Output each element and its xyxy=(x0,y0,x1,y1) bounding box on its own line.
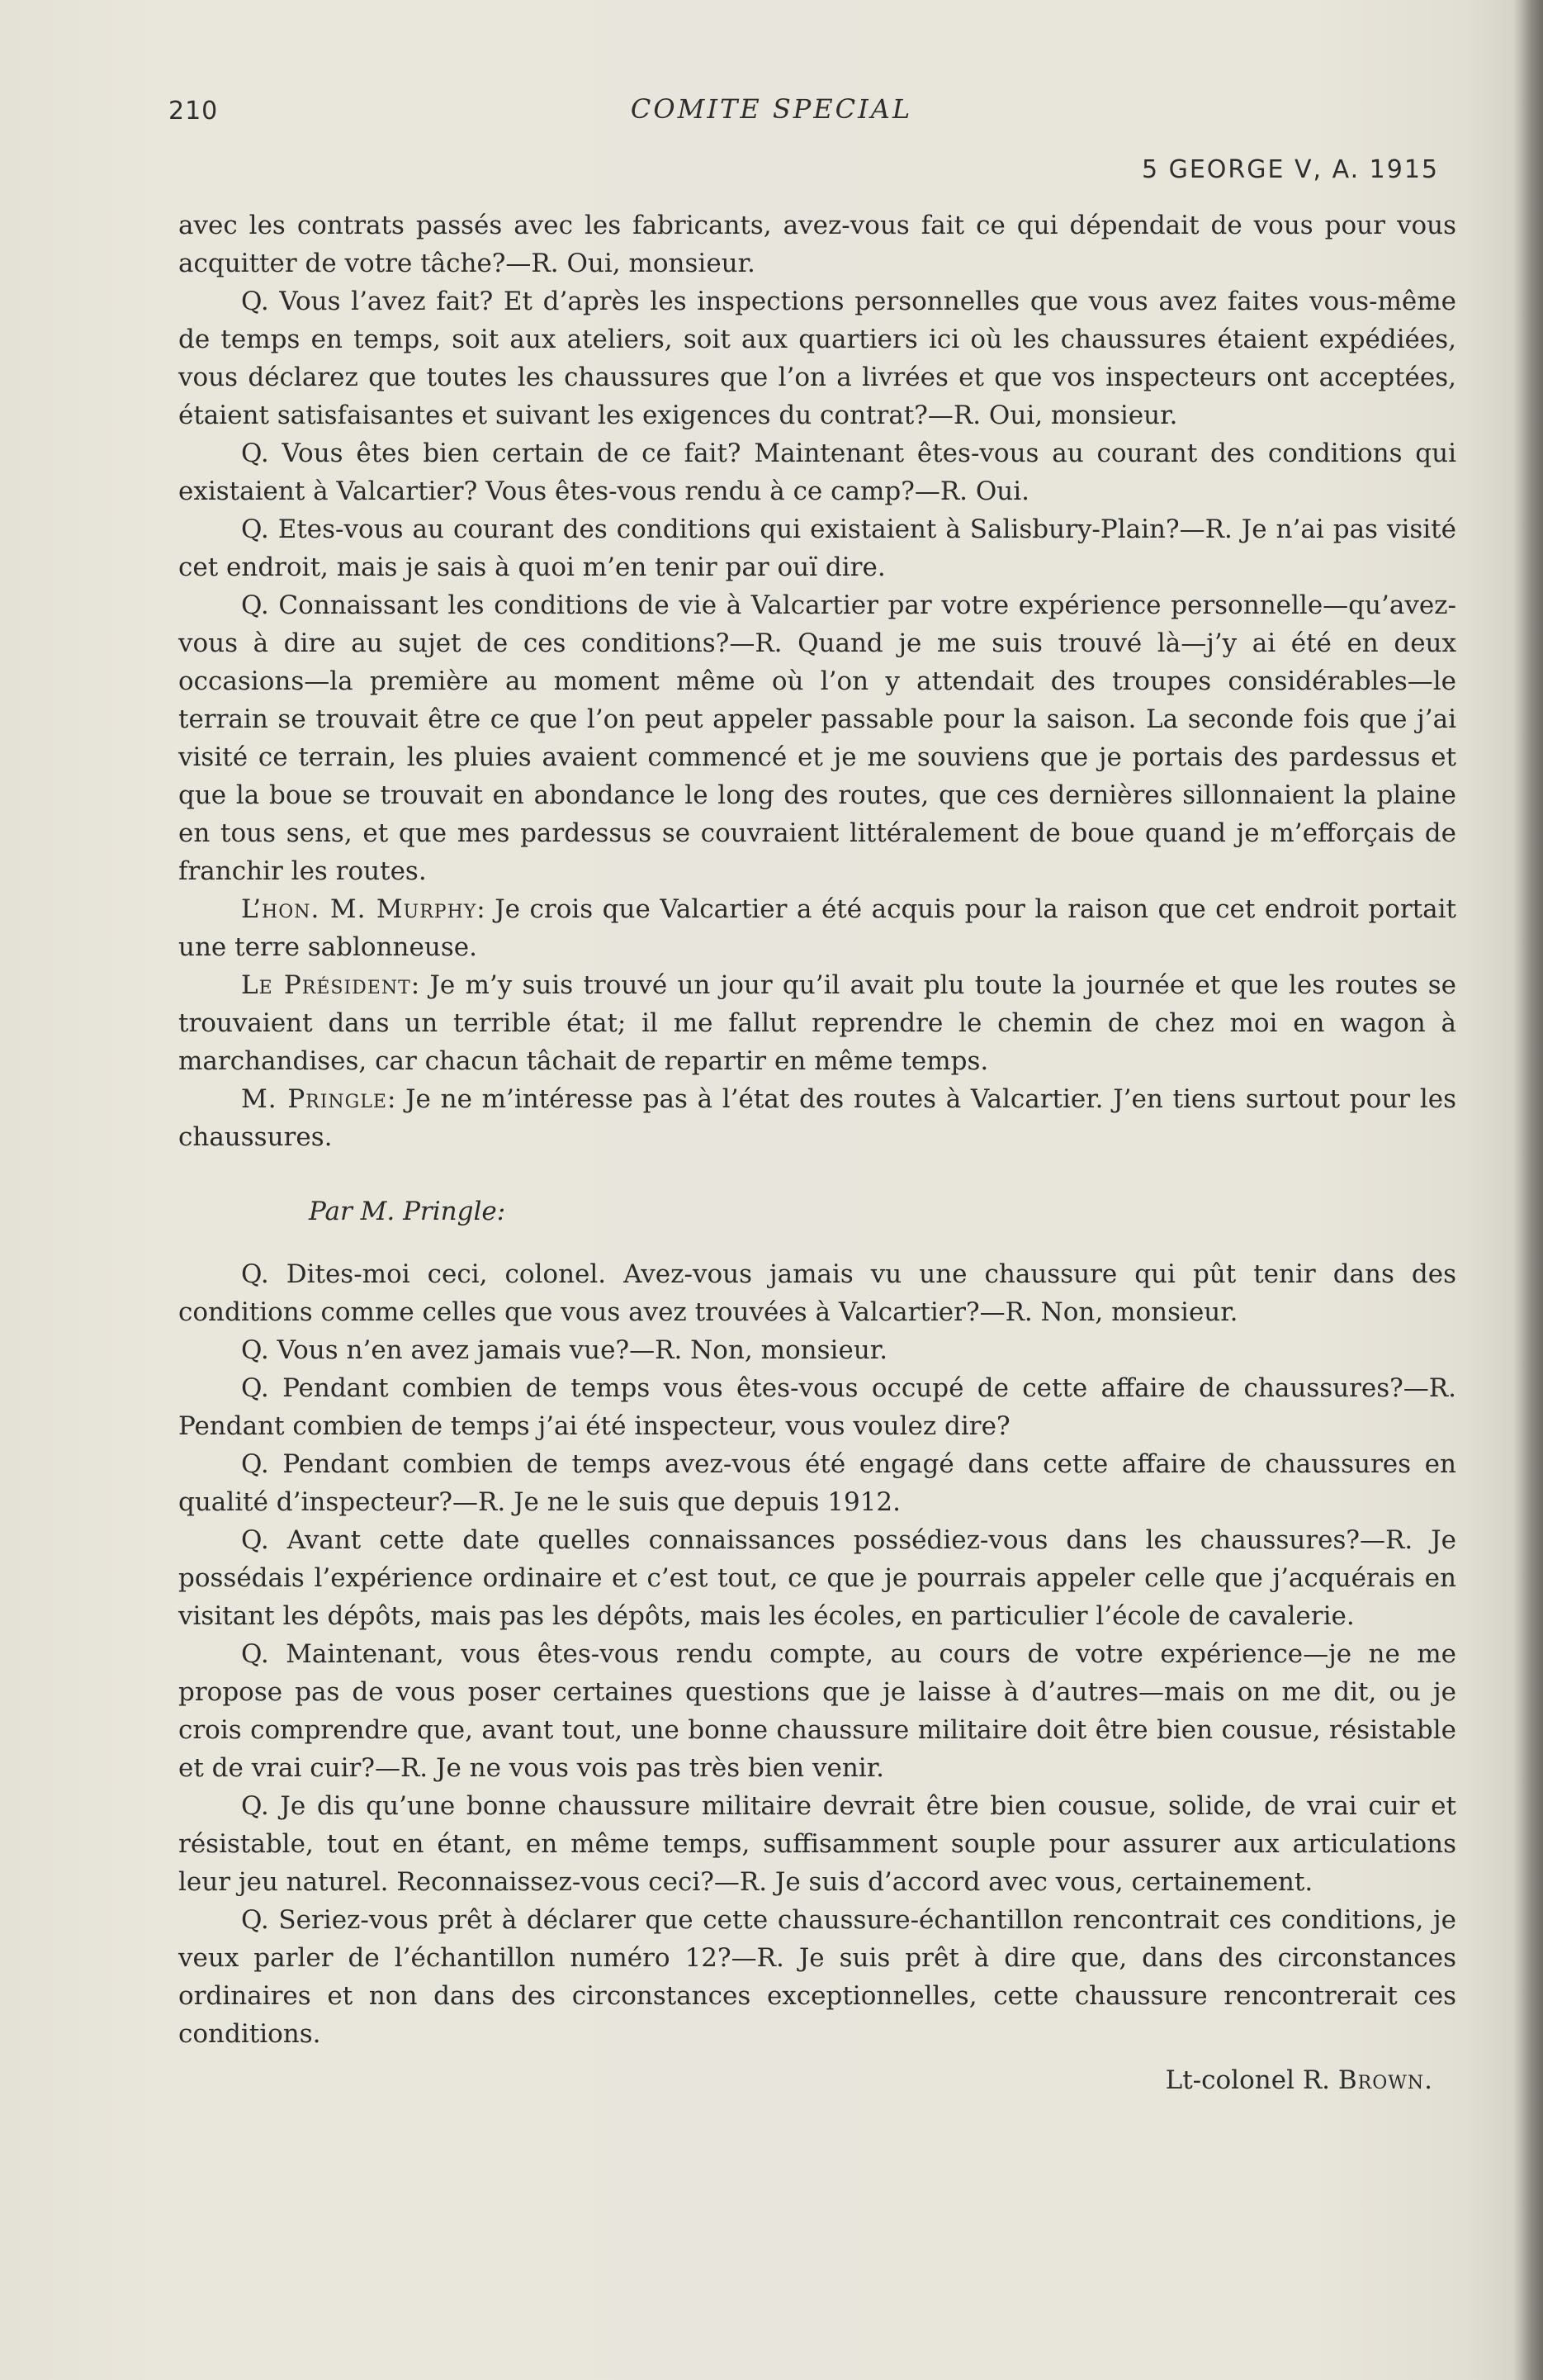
signature-prefix: Lt-colonel R. xyxy=(1165,2065,1338,2095)
binding-shadow xyxy=(1513,0,1522,2380)
paragraph: Q. Vous êtes bien certain de ce fait? Maintenant êtes-vous au courant des conditions qui existaient à Valcartier? Vous êtes-vous rendu à ce camp?—R. Oui. xyxy=(178,439,1456,506)
witness-signature xyxy=(178,2061,1456,2099)
speaker-paragraph xyxy=(178,1080,1456,1156)
paragraph: Q. Connaissant les conditions de vie à Valcartier par votre expérience personnelle—qu’avez-vous à dire au sujet de ces conditions?—R. Quand je me suis trouvé là—j’y ai été en deux occasions—la première au moment même où l’on y attendait des troupes considérables—le terrain se trouvait être ce que l’on peut appeler passable pour la saison. La seconde fois que j’ai visité ce terrain, les pluies avaient commencé et je me souviens que je portais des pardessus et que la boue se trouvait en abondance le long des routes, que ces dernières sillonnaient la plaine en tous sens, et que mes pardessus se couvraient littéralement de boue quand je m’efforçais de franchir les routes. xyxy=(178,590,1456,886)
examiner-subheading: Par M. Pringle: xyxy=(309,1197,506,1226)
paragraph: Q. Vous l’avez fait? Et d’après les inspections personnelles que vous avez faites vous-même de temps en temps, soit aux ateliers, soit aux quartiers ici où les chaussures étaient expédiées, vous déclarez que toutes les chaussures que l’on a livrées et que vos inspecteurs ont acceptées, étaient satisfaisantes et suivant les exigences du contrat?—R. Oui, monsieur. xyxy=(178,287,1456,430)
paragraph: Q. Pendant combien de temps vous êtes-vous occupé de cette affaire de chaussures?—R. Pendant combien de temps j’ai été inspecteur, vous voulez dire? xyxy=(178,1373,1456,1441)
speaker-text: : Je ne m’intéresse pas à l’état des routes à Valcartier. J’en tiens surtout pour les chaussures. xyxy=(178,1084,1456,1152)
speaker-name: Le Président xyxy=(241,970,411,1000)
speaker-paragraph xyxy=(178,966,1456,1080)
paragraph: Q. Etes-vous au courant des conditions qui existaient à Salisbury-Plain?—R. Je n’ai pas visité cet endroit, mais je sais à quoi m’en tenir par ouï dire. xyxy=(178,514,1456,582)
paragraph: Q. Vous n’en avez jamais vue?—R. Non, monsieur. xyxy=(241,1335,888,1365)
speaker-paragraph xyxy=(178,890,1456,966)
session-label: 5 GEORGE V, A. 1915 xyxy=(1141,155,1439,184)
transcript-body xyxy=(178,206,1456,2099)
page-number: 210 xyxy=(168,97,219,126)
paragraph: Q. Je dis qu’une bonne chaussure militaire devrait être bien cousue, solide, de vrai cuir et résistable, tout en étant, en même temps, suffisamment souple pour assurer aux articulations leur jeu naturel. Reconnaissez-vous ceci?—R. Je suis d’accord avec vous, certainement. xyxy=(178,1791,1456,1897)
paragraph: Q. Avant cette date quelles connaissances possédiez-vous dans les chaussures?—R. Je possédais l’expérience ordinaire et c’est tout, ce que je pourrais appeler celle que j’acquérais en visitant les dépôts, mais pas les dépôts, mais les écoles, en particulier l’école de cavalerie. xyxy=(178,1525,1456,1631)
paragraph: Q. Dites-moi ceci, colonel. Avez-vous jamais vu une chaussure qui pût tenir dans des conditions comme celles que vous avez trouvées à Valcartier?—R. Non, monsieur. xyxy=(178,1259,1456,1327)
speaker-name: M. Pringle xyxy=(241,1084,387,1114)
book-binding-edge xyxy=(1522,0,1543,2380)
speaker-name: L’hon. M. Murphy xyxy=(241,894,477,924)
paragraph: avec les contrats passés avec les fabricants, avez-vous fait ce qui dépendait de vous pour vous acquitter de votre tâche?—R. Oui, monsieur. xyxy=(178,211,1456,278)
paragraph: Q. Seriez-vous prêt à déclarer que cette chaussure-échantillon rencontrait ces conditions, je veux parler de l’échantillon numéro 12?—R. Je suis prêt à dire que, dans des circonstances ordinaires et non dans des circonstances exceptionnelles, cette chaussure rencontrerait ces conditions. xyxy=(178,1905,1456,2049)
speaker-text: : Je crois que Valcartier a été acquis pour la raison que cet endroit portait une terre sablonneuse. xyxy=(178,894,1456,962)
running-title: COMITE SPECIAL xyxy=(630,93,913,125)
signature-name: Brown. xyxy=(1337,2065,1433,2095)
speaker-text: : Je m’y suis trouvé un jour qu’il avait plu toute la journée et que les routes se trouvaient dans un terrible état; il me fallut reprendre le chemin de chez moi en wagon à marchandises, car chacun tâchait de repartir en même temps. xyxy=(178,970,1456,1076)
paragraph: Q. Maintenant, vous êtes-vous rendu compte, au cours de votre expérience—je ne me propose pas de vous poser certaines questions que je laisse à d’autres—mais on me dit, ou je crois comprendre que, avant tout, une bonne chaussure militaire doit être bien cousue, résistable et de vrai cuir?—R. Je ne vous vois pas très bien venir. xyxy=(178,1639,1456,1783)
paragraph: Q. Pendant combien de temps avez-vous été engagé dans cette affaire de chaussures en qualité d’inspecteur?—R. Je ne le suis que depuis 1912. xyxy=(178,1449,1456,1517)
